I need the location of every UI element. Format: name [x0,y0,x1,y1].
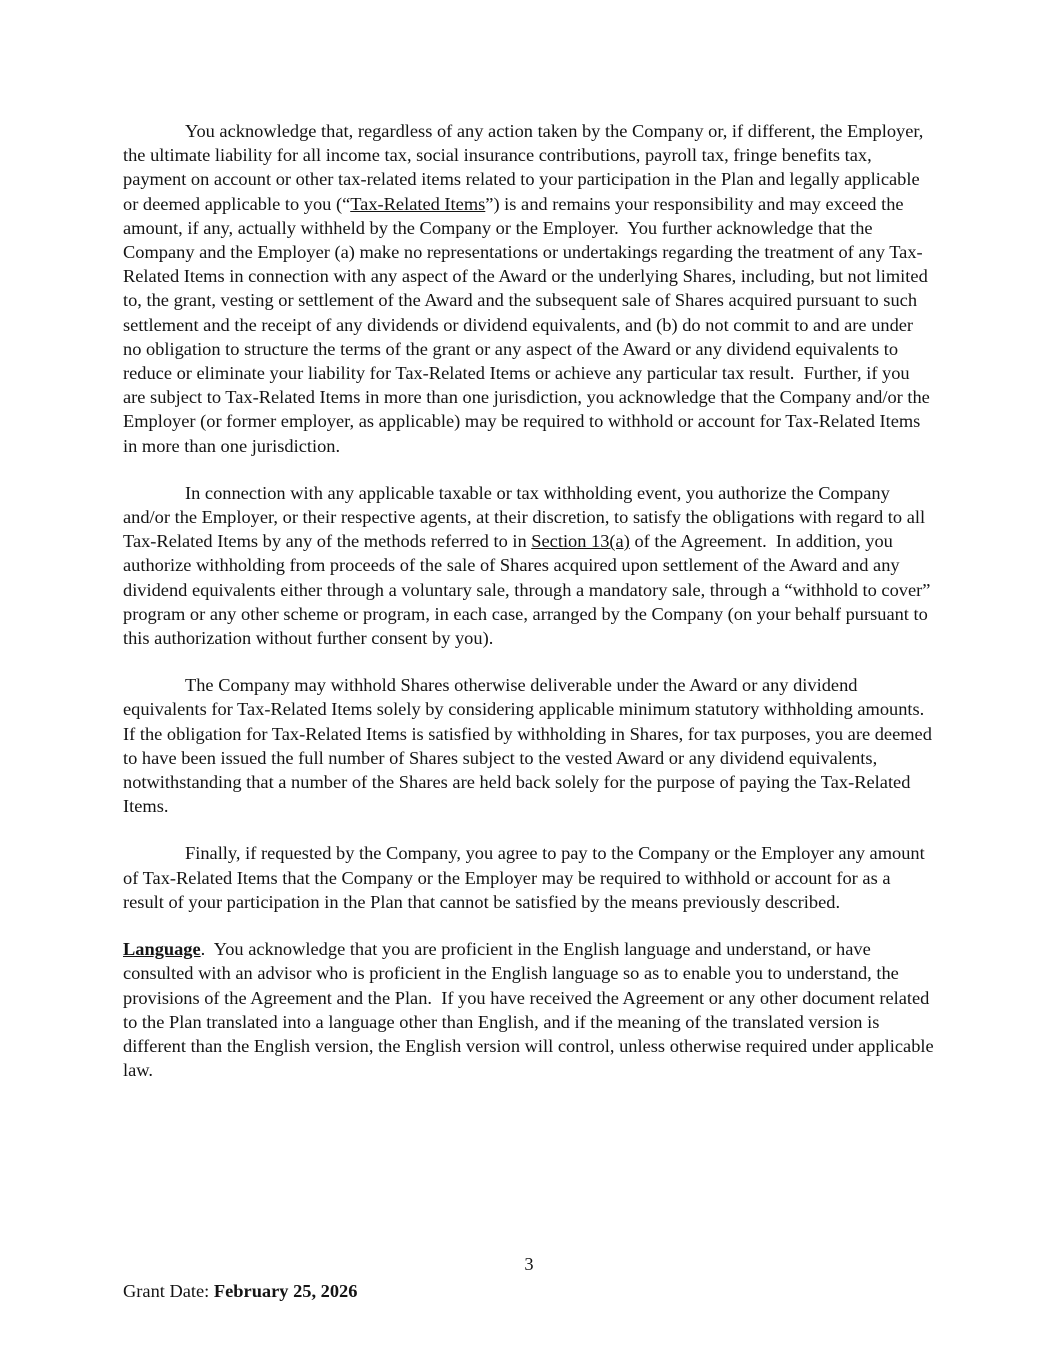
text-run: You acknowledge that, regardless of any action taken by the Company or, if different, the Employer, the ultimate liability for all income tax, social insurance contributions, payroll tax, fringe benefits tax, payment on account or other tax-related items related to your participation in the Plan and legally applicable or deemed applicable to you (“ [123,121,928,214]
grant-date-value: February 25, 2026 [213,1281,358,1301]
paragraph [123,937,939,1082]
grant-date-line [123,1279,357,1303]
paragraph [123,841,935,914]
paragraph [123,481,935,650]
page-number: 3 [524,1254,534,1274]
document-body [123,119,939,1105]
text-run: The Company may withhold Shares otherwise deliverable under the Award or any dividend equivalents for Tax-Related Items solely by considering applicable minimum statutory withholding amounts. If the obligation for Tax-Related Items is satisfied by withholding in Shares, for tax purposes, you are deemed to have been issued the full number of Shares subject to the vested Award or any dividend equivalents, notwithstanding that a number of the Shares are held back solely for the purpose of paying the Tax-Related Items. [123,675,937,817]
grant-date-label: Grant Date: [123,1281,214,1301]
paragraph [123,119,935,458]
text-run: . You acknowledge that you are proficient in the English language and understand, or have consulted with an advisor who is proficient in the English language so as to enable you to understand, the provisions of the Agreement and the Plan. If you have received the Agreement or any other document related to the Plan translated into a language other than English, and if the meaning of the translated version is different than the English version, the English version will control, unless otherwise required under applicable law. [123,939,939,1081]
cross-reference-section-13a: Section 13(a) [531,531,630,552]
defined-term-tax-related-items: Tax-Related Items [350,193,486,214]
language-heading: Language [123,939,201,960]
text-run: In connection with any applicable taxable or tax withholding event, you authorize the Company and/or the Employer, or their respective agents, at their discretion, to satisfy the obligations with regard to all Tax-Related Items by any of the methods referred to in [123,482,930,552]
text-run: Finally, if requested by the Company, you agree to pay to the Company or the Employer any amount of Tax-Related Items that the Company or the Employer may be required to withhold or account for as a result of your participation in the Plan that cannot be satisfied by the means previously described. [123,843,930,912]
text-run: ”) is and remains your responsibility and may exceed the amount, if any, actually withheld by the Company or the Employer. You further acknowledge that the Company and the Employer (a) make no representations or undertakings regarding the treatment of any Tax-Related Items in connection with any aspect of the Award or the underlying Shares, including, but not limited to, the grant, vesting or settlement of the Award and the subsequent sale of Shares acquired pursuant to such settlement and the receipt of any dividends or dividend equivalents, and (b) do not commit to and are under no obligation to structure the terms of the grant or any aspect of the Award or any dividend equivalents to reduce or eliminate your liability for Tax-Related Items or achieve any particular tax result. Further, if you are subject to Tax-Related Items in more than one jurisdiction, you acknowledge that the Company and/or the Employer (or former employer, as applicable) may be required to withhold or account for Tax-Related Items in more than one jurisdiction. [123,193,935,456]
text-run: of the Agreement. In addition, you authorize withholding from proceeds of the sale of Shares acquired upon settlement of the Award and any dividend equivalents either through a voluntary sale, through a mandatory sale, through a “withhold to cover” program or any other scheme or program, in each case, arranged by the Company (on your behalf pursuant to this authorization without further consent by you). [123,531,936,649]
paragraph [123,673,935,818]
